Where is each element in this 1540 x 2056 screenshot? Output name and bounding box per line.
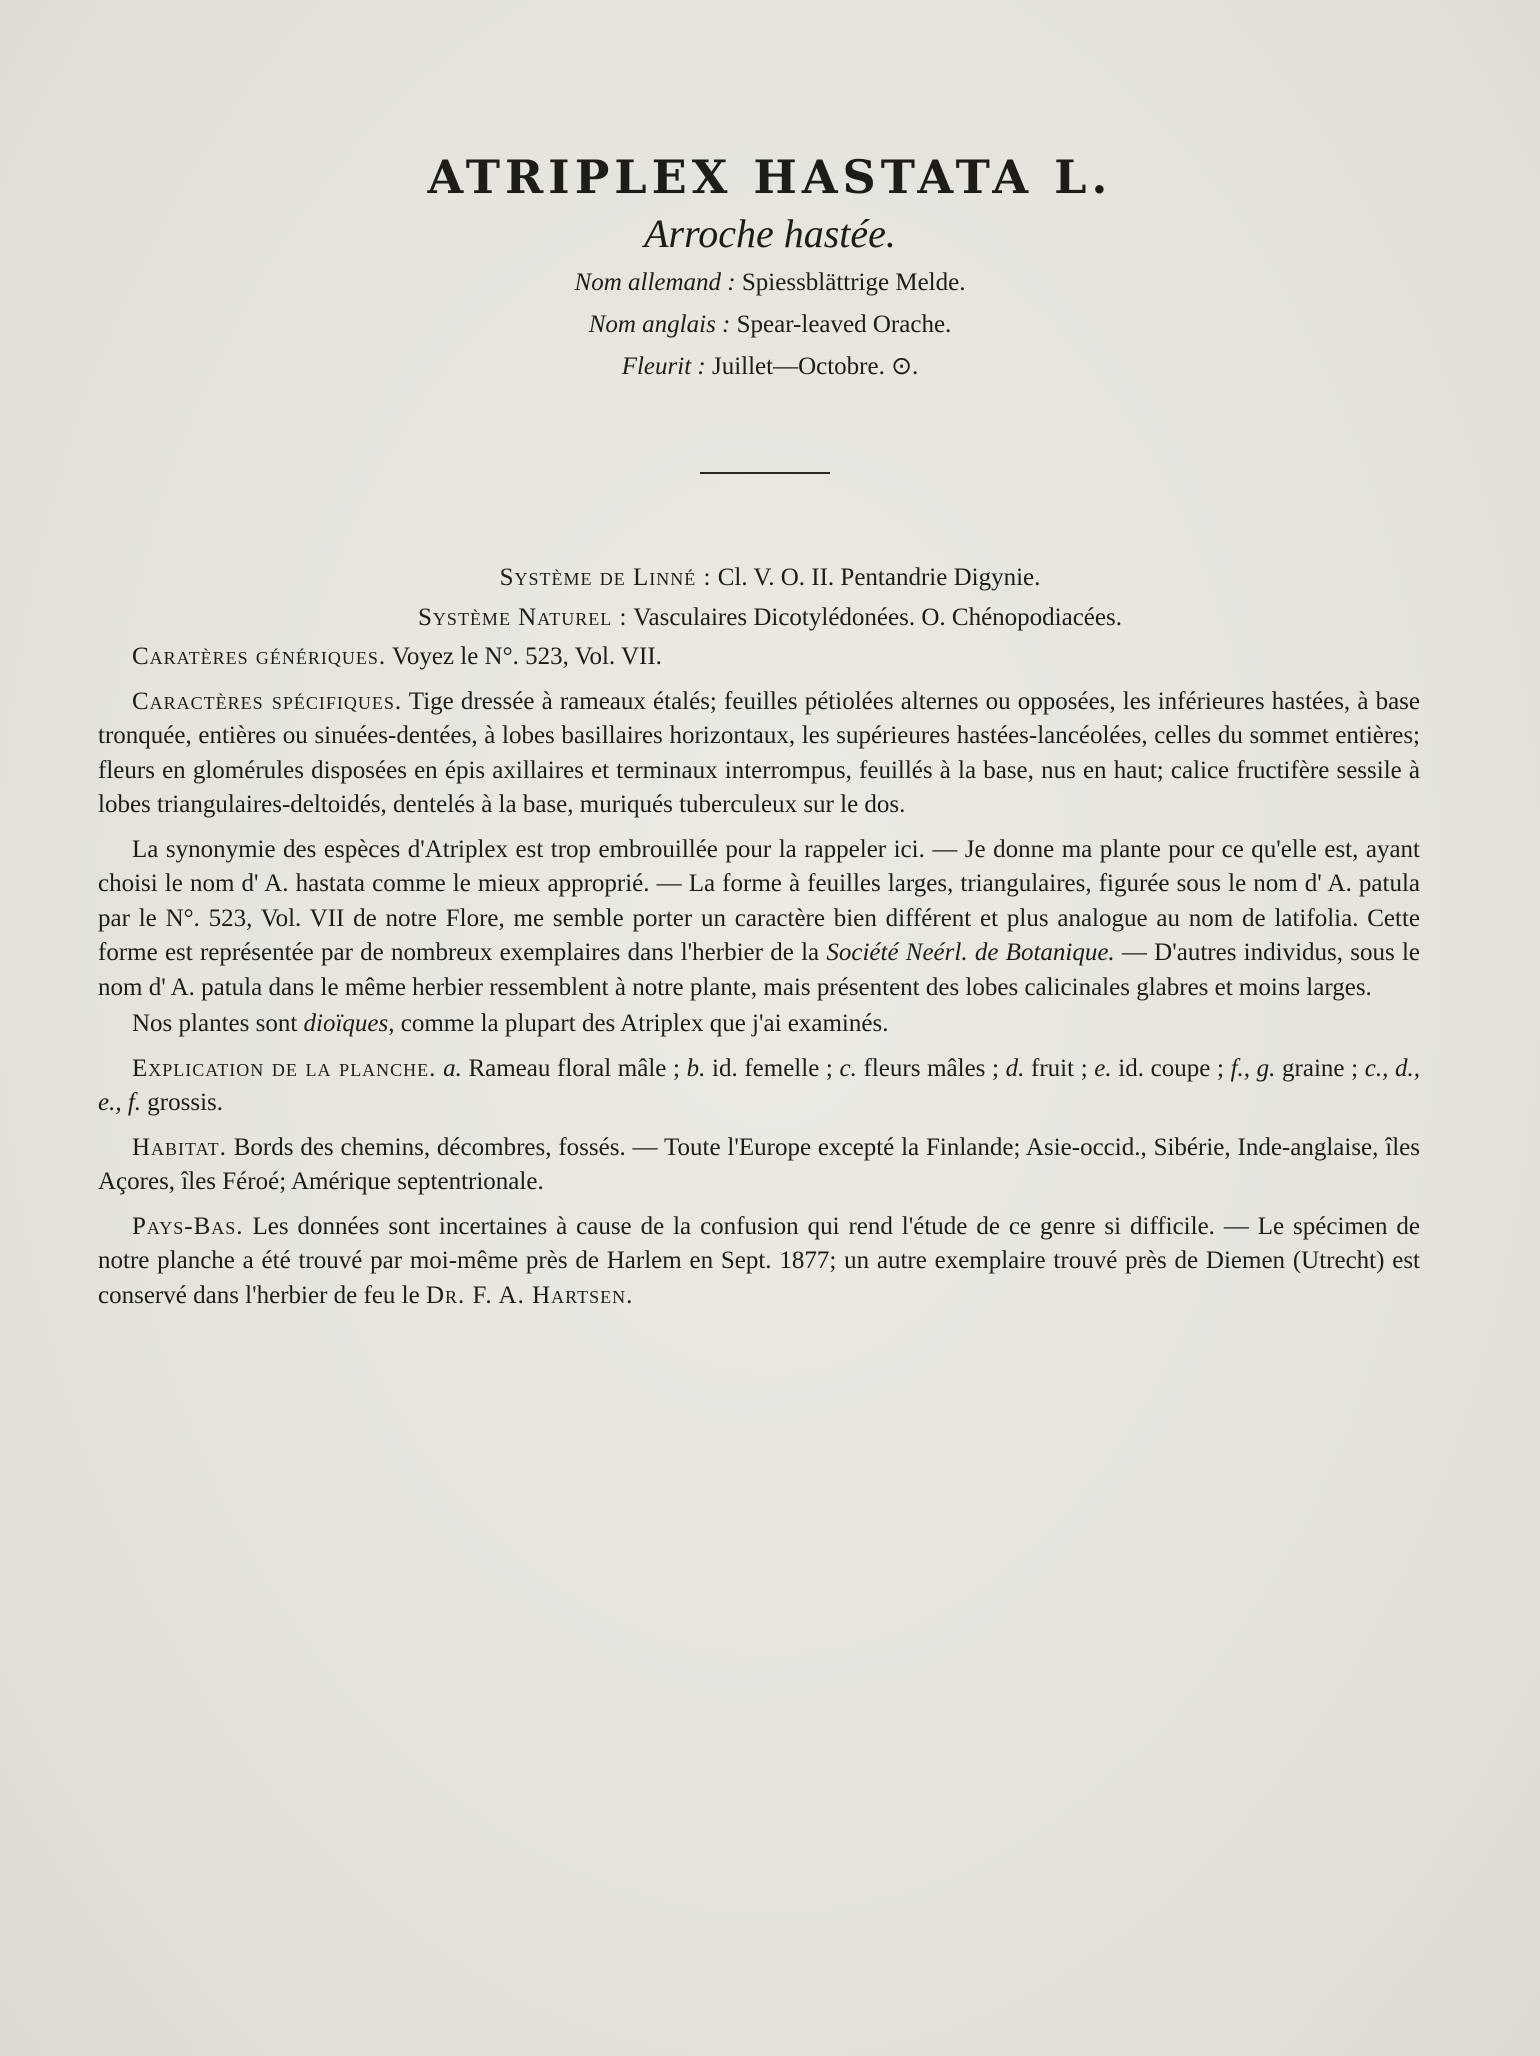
paragraph-explication bbox=[98, 1052, 1420, 1121]
paragraph-specifiques bbox=[98, 685, 1420, 823]
body-text bbox=[98, 640, 1420, 1323]
explication-a: a. bbox=[443, 1054, 462, 1082]
explication-cdef-text: grossis. bbox=[141, 1089, 224, 1116]
generiques-label: Caratères génériques. bbox=[132, 643, 387, 670]
explication-b: b. bbox=[686, 1054, 706, 1082]
habitat-text: Bords des chemins, décombres, fossés. — Toute l'Europe excepté la Finlande; Asie-occid., Sibérie, Inde-anglaise, îles Açores, îles Féroé; Amérique septentrionale. bbox=[98, 1133, 1420, 1195]
generiques-text: Voyez le N°. 523, Vol. VII. bbox=[386, 643, 662, 670]
allemand-value: Spiessblättrige Melde. bbox=[735, 269, 966, 296]
anglais-value: Spear-leaved Orache. bbox=[730, 311, 952, 338]
divider-rule bbox=[700, 472, 830, 474]
naturel-label: Système Naturel : bbox=[418, 604, 628, 631]
naturel-value: Vasculaires Dicotylédonées. O. Chénopodiacées. bbox=[627, 604, 1122, 631]
explication-label: Explication de la planche. bbox=[132, 1054, 437, 1082]
explication-b-text: id. femelle ; bbox=[705, 1054, 840, 1082]
dioiques-text-b: , comme la plupart des Atriplex que j'ai examinés. bbox=[388, 1010, 889, 1037]
fleurit-line bbox=[0, 346, 1540, 388]
synonymie-text-b: — D'autres individus, sous le nom d' A. patula dans le même herbier ressemblent à notre plante, mais présentent des lobes calicinales glabres et moins larges. bbox=[98, 939, 1420, 1001]
explication-d: d. bbox=[1005, 1054, 1025, 1082]
explication-c: c. bbox=[839, 1054, 857, 1082]
paysbas-text: Les données sont incertaines à cause de la confusion qui rend l'étude de ce genre si difficile. — Le spécimen de notre planche a été trouvé par moi-même près de Harlem en Sept. 1877; un autre exemplaire trouvé près de Diemen (Utrecht) est conservé dans l'herbier de feu le bbox=[98, 1212, 1420, 1309]
allemand-label: Nom allemand : bbox=[574, 269, 736, 296]
fleurit-value: Juillet—Octobre. ⊙. bbox=[705, 353, 919, 380]
explication-fg: f., g. bbox=[1230, 1054, 1276, 1082]
explication-d-text: fruit ; bbox=[1024, 1054, 1095, 1082]
allemand-line bbox=[0, 262, 1540, 304]
specifiques-label: Caractères spécifiques. bbox=[132, 687, 403, 715]
systeme-naturel bbox=[0, 601, 1540, 635]
paragraph-habitat bbox=[98, 1131, 1420, 1200]
paragraph-synonymie bbox=[98, 833, 1420, 1006]
page-subtitle: Arroche hastée. bbox=[644, 211, 896, 256]
dioiques-italic: dioïques bbox=[303, 1010, 389, 1037]
paysbas-label: Pays-Bas. bbox=[132, 1212, 244, 1240]
paragraph-paysbas bbox=[98, 1210, 1420, 1314]
linne-value: Cl. V. O. II. Pentandrie Digynie. bbox=[711, 564, 1041, 591]
paragraph-generiques bbox=[98, 640, 1420, 675]
linne-label: Système de Linné : bbox=[499, 564, 712, 591]
explication-cdef: c., d., e., f. bbox=[98, 1054, 1420, 1116]
paragraph-dioiques bbox=[98, 1007, 1420, 1042]
fleurit-label: Fleurit : bbox=[621, 353, 706, 380]
explication-fg-text: graine ; bbox=[1275, 1054, 1365, 1082]
anglais-label: Nom anglais : bbox=[588, 311, 731, 338]
habitat-label: Habitat. bbox=[132, 1133, 227, 1161]
explication-c-text: fleurs mâles ; bbox=[856, 1054, 1006, 1082]
header bbox=[0, 148, 1540, 388]
explication-e: e. bbox=[1094, 1054, 1112, 1082]
dioiques-text-a: Nos plantes sont bbox=[132, 1010, 304, 1037]
anglais-line bbox=[0, 304, 1540, 346]
explication-e-text: id. coupe ; bbox=[1111, 1054, 1231, 1082]
explication-a-text: Rameau floral mâle ; bbox=[461, 1054, 687, 1082]
synonymie-italic: Société Neérl. de Botanique. bbox=[826, 939, 1115, 966]
synonymie-text-a: La synonymie des espèces d'Atriplex est trop embrouillée pour la rappeler ici. — Je donne ma plante pour ce qu'elle est, ayant choisi le nom d' A. hastata comme le mieux approprié. — La forme à feuilles larges, triangulaires, figurée sous le nom d' A. patula par le N°. 523, Vol. VII de notre Flore, me semble porter un caractère bien différent et plus analogue au nom de latifolia. Cette forme est représentée par de nombreux exemplaires dans l'herbier de la bbox=[98, 835, 1420, 966]
page-title: ATRIPLEX HASTATA L. bbox=[427, 150, 1113, 204]
paysbas-name: Dr. F. A. Hartsen. bbox=[425, 1281, 634, 1309]
systeme-linne bbox=[0, 561, 1540, 595]
specifiques-text: Tige dressée à rameaux étalés; feuilles pétiolées alternes ou opposées, les inférieures hastées, à base tronquée, entières ou sinuées-dentées, à lobes basillaires horizontaux, les supérieures hastées-lancéolées, celles du sommet entières; fleurs en glomérules disposées en épis axillaires et terminaux interrompus, feuillés à la base, nus en haut; calice fructifère sessile à lobes triangulaires-deltoidés, dentelés à la base, muriqués tuberculeux sur le dos. bbox=[98, 687, 1420, 818]
